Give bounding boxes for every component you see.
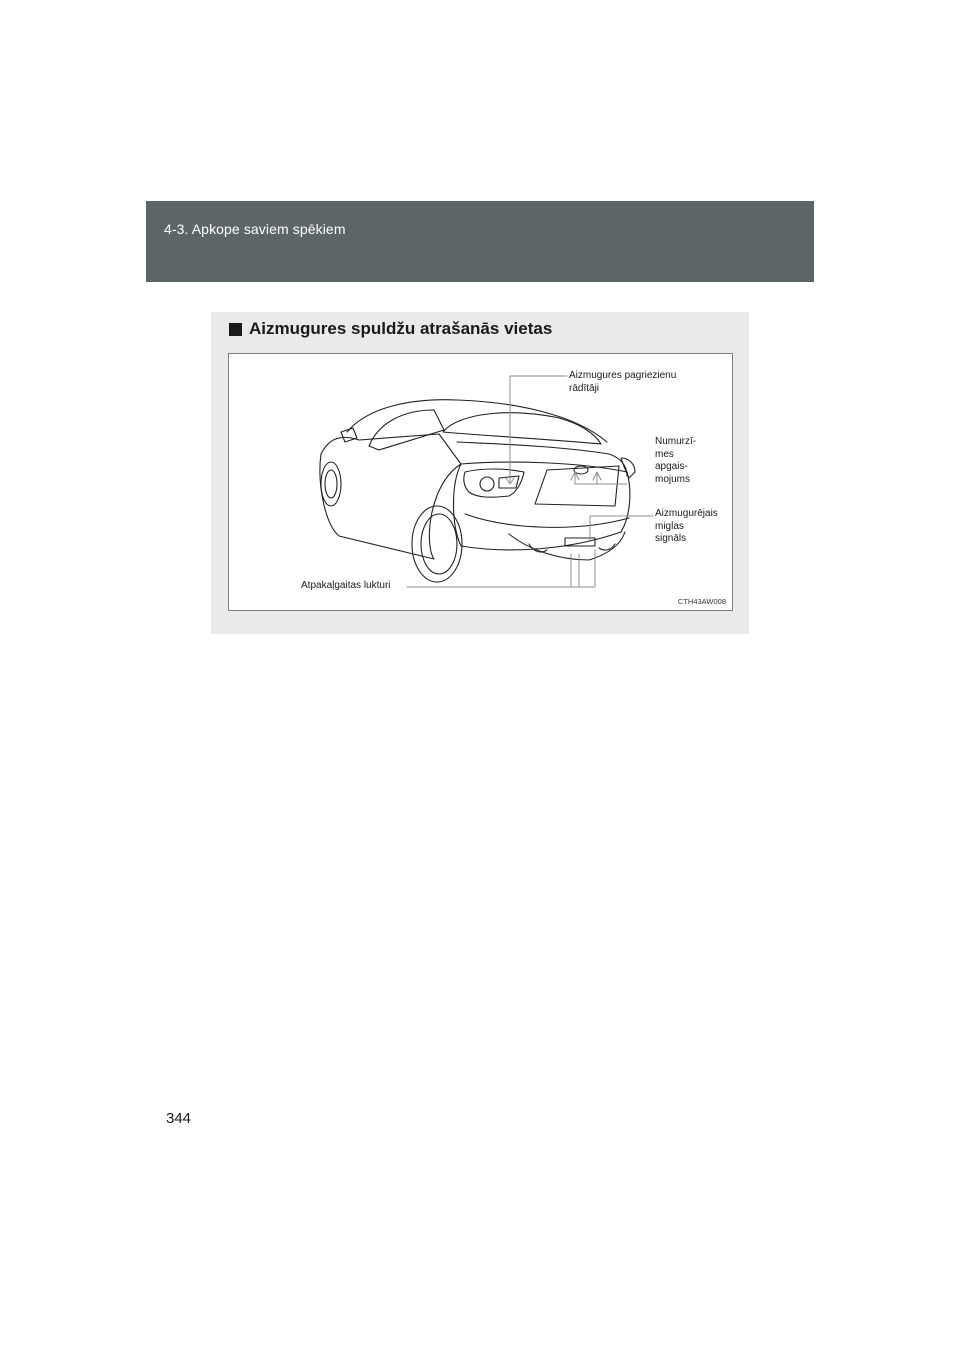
front-wheel — [321, 462, 341, 506]
rear-window — [443, 413, 601, 444]
section-title: Aizmugures spuldžu atrašanās vietas — [249, 319, 553, 338]
square-bullet-icon — [229, 323, 242, 336]
rear-lights-figure — [228, 353, 733, 611]
section-heading — [229, 319, 552, 339]
callout-backup-lights: Atpakaļgaitas lukturi — [301, 580, 391, 591]
side-window — [369, 410, 444, 450]
chapter-header-band — [146, 201, 814, 282]
callout-rear-turn-signals: Aizmugures pagriezienu rādītāji — [569, 370, 677, 394]
info-panel — [211, 312, 749, 634]
right-tail-light — [621, 458, 635, 478]
callout-license-plate-light: Numurzī- mes apgais- mojums — [655, 436, 697, 485]
callout-rear-fog-light: Aizmugurējais miglas signāls — [655, 508, 718, 544]
trunk-lid — [457, 442, 627, 476]
figure-code: CTH43AW008 — [677, 597, 726, 606]
body-side — [320, 434, 461, 559]
license-plate-recess — [535, 466, 619, 506]
page-number: 344 — [166, 1110, 192, 1127]
callout-arrows — [506, 472, 601, 484]
chapter-title: 4-3. Apkope saviem spēkiem — [164, 221, 346, 237]
